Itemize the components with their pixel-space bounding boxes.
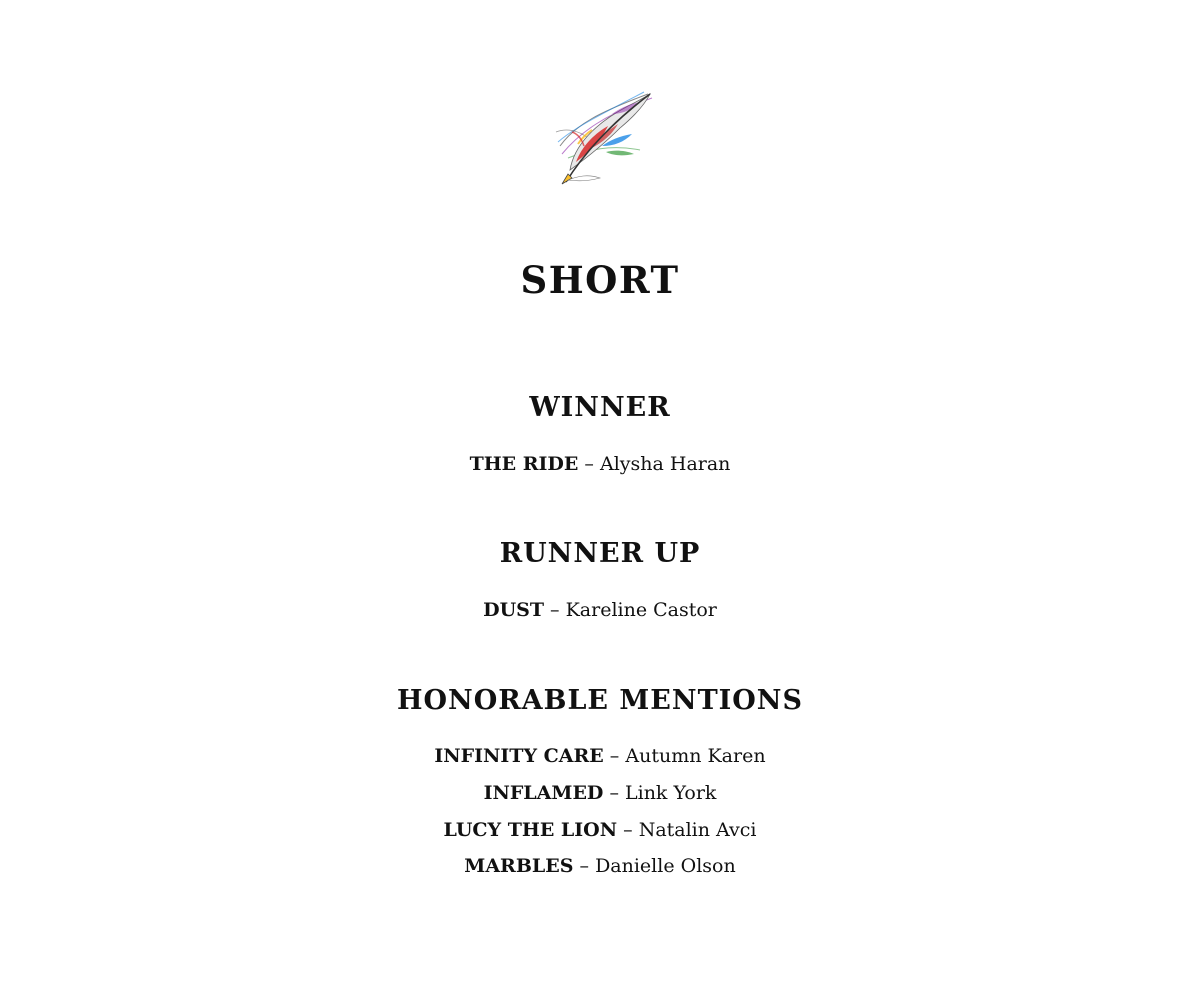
honorable-mention-entry [0, 817, 1200, 843]
entry-title: INFINITY CARE [434, 745, 604, 767]
entry-author: Alysha Haran [599, 453, 731, 475]
page-title: SHORT [520, 258, 680, 302]
entry-title: MARBLES [464, 855, 574, 877]
entry-title: LUCY THE LION [443, 819, 618, 841]
entry-author: Link York [625, 782, 717, 804]
runner-up-entry [0, 597, 1200, 623]
quill-pen-icon [548, 84, 658, 188]
entry-separator: – [573, 855, 596, 877]
entry-author: Kareline Castor [565, 599, 717, 621]
entry-title: DUST [483, 599, 544, 621]
entry-separator: – [617, 819, 639, 841]
honorable-mentions-heading: HONORABLE MENTIONS [397, 685, 803, 716]
entry-title: THE RIDE [469, 453, 579, 475]
honorable-mention-entry [0, 780, 1200, 806]
entry-author: Natalin Avci [638, 819, 757, 841]
entry-separator: – [603, 782, 625, 804]
runner-up-heading: RUNNER UP [499, 538, 701, 569]
entry-separator: – [578, 453, 600, 475]
entry-separator: – [603, 745, 626, 767]
entry-author: Autumn Karen [625, 745, 766, 767]
entry-separator: – [544, 599, 566, 621]
winner-heading: WINNER [529, 392, 671, 423]
winner-entry [0, 451, 1200, 477]
entry-title: INFLAMED [483, 782, 604, 804]
honorable-mention-entry [0, 853, 1200, 879]
honorable-mention-entry [0, 743, 1200, 769]
entry-author: Danielle Olson [595, 855, 736, 877]
